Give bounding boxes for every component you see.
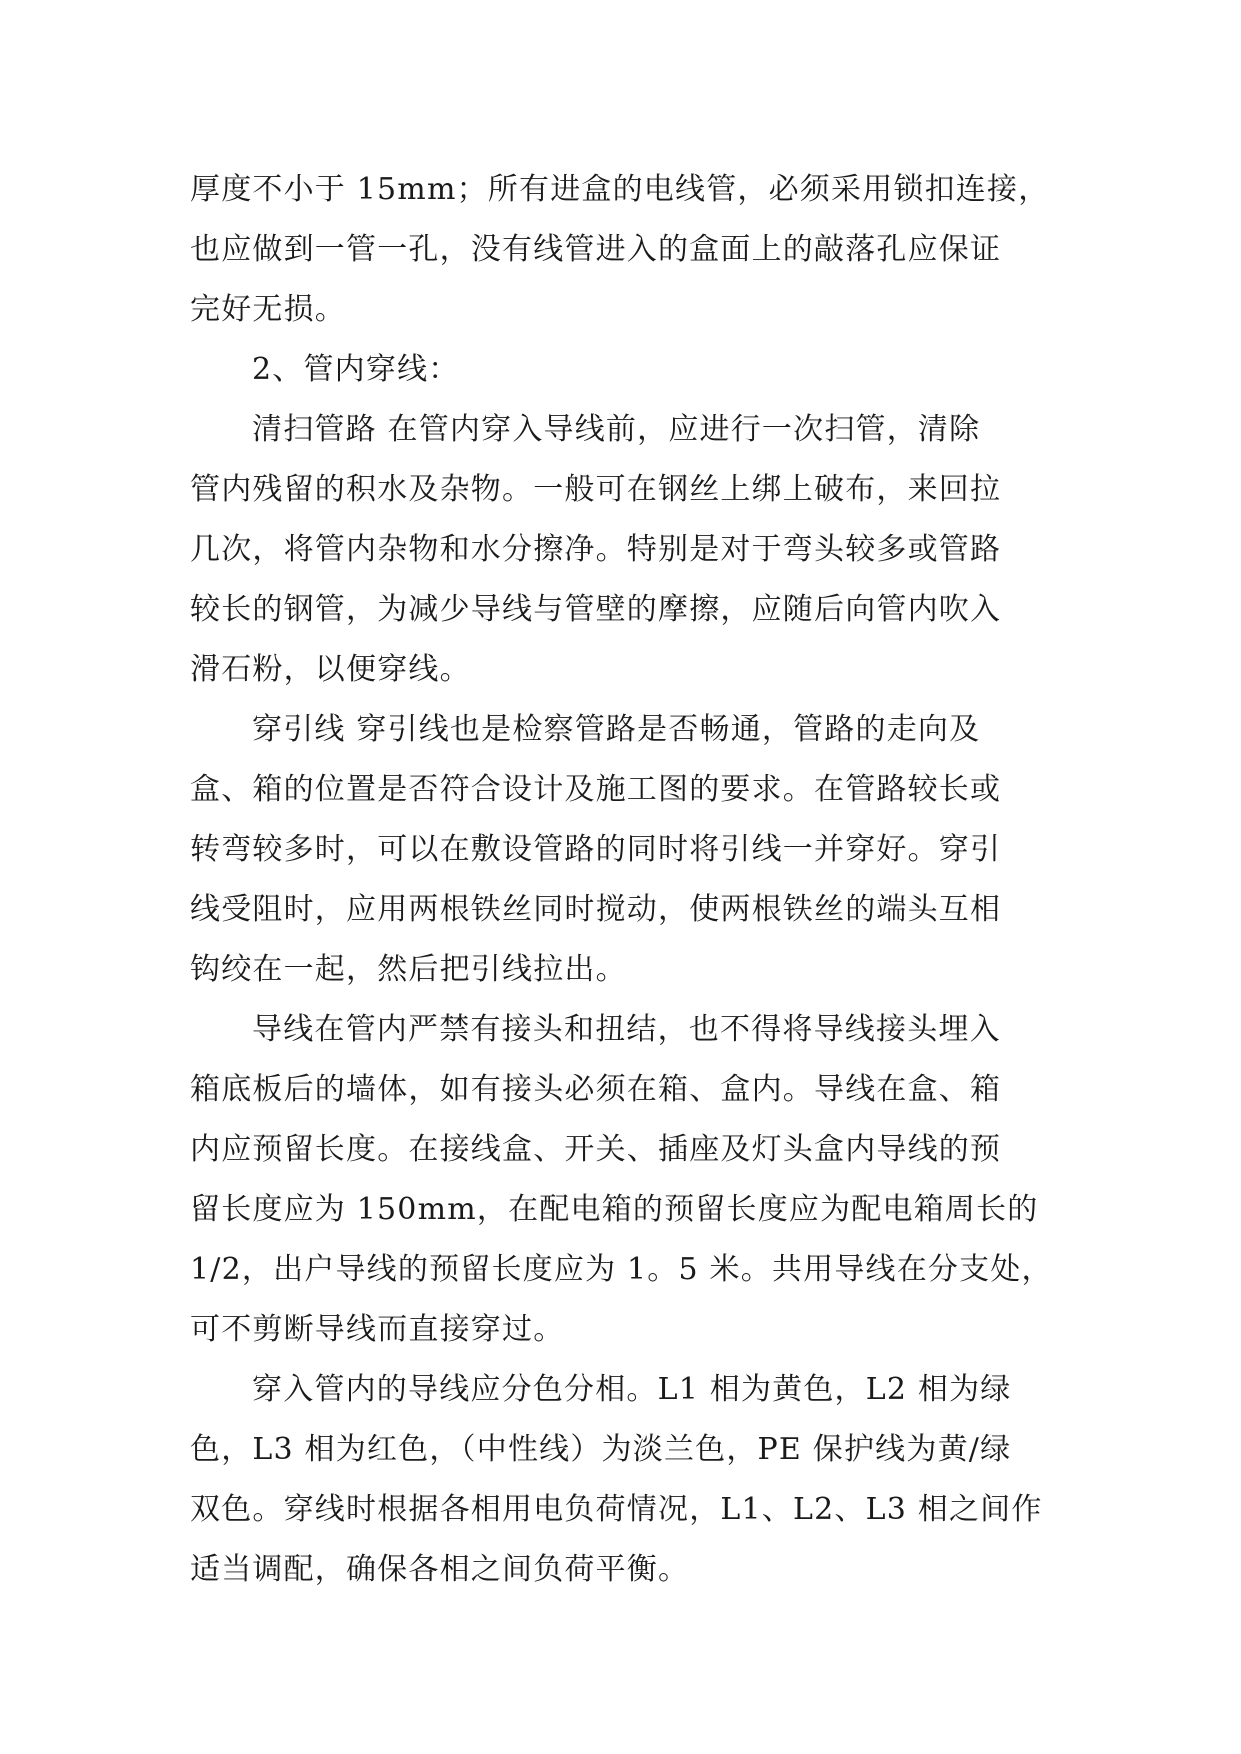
paragraph-4	[190, 700, 1061, 1000]
section-heading-text: 2、管内穿线：	[252, 352, 460, 387]
text-line: 完好无损。	[190, 292, 346, 327]
text-line: 清扫管路 在管内穿入导线前，应进行一次扫管，清除	[252, 412, 981, 447]
text-line: 较长的钢管，为减少导线与管壁的摩擦，应随后向管内吹入	[190, 592, 1002, 627]
text-line: 管内残留的积水及杂物。一般可在钢丝上绑上破布，来回拉	[190, 472, 1002, 507]
text-line: 内应预留长度。在接线盒、开关、插座及灯头盒内导线的预	[190, 1132, 1002, 1167]
text-line: 箱底板后的墙体，如有接头必须在箱、盒内。导线在盒、箱	[190, 1072, 1002, 1107]
text-line: 色，L3 相为红色，（中性线）为淡兰色，PE 保护线为黄/绿	[190, 1432, 1012, 1467]
text-line: 几次，将管内杂物和水分擦净。特别是对于弯头较多或管路	[190, 532, 1002, 567]
paragraph-5	[190, 1000, 1061, 1360]
document-body	[190, 160, 1061, 1600]
text-line: 滑石粉，以便穿线。	[190, 652, 471, 687]
paragraph-1	[190, 160, 1061, 340]
text-line: 转弯较多时，可以在敷设管路的同时将引线一并穿好。穿引	[190, 832, 1002, 867]
text-line: 导线在管内严禁有接头和扭结，也不得将导线接头埋入	[252, 1012, 1001, 1047]
text-line: 留长度应为 150mm，在配电箱的预留长度应为配电箱周长的	[190, 1192, 1039, 1227]
text-line: 钩绞在一起，然后把引线拉出。	[190, 952, 627, 987]
paragraph-3	[190, 400, 1061, 700]
text-line: 适当调配，确保各相之间负荷平衡。	[190, 1552, 690, 1587]
text-line: 厚度不小于 15mm；所有进盒的电线管，必须采用锁扣连接，	[190, 172, 1050, 207]
text-line: 可不剪断导线而直接穿过。	[190, 1312, 565, 1347]
paragraph-6	[190, 1360, 1061, 1600]
text-line: 穿引线 穿引线也是检察管路是否畅通，管路的走向及	[252, 712, 981, 747]
text-line: 盒、箱的位置是否符合设计及施工图的要求。在管路较长或	[190, 772, 1002, 807]
text-line: 线受阻时，应用两根铁丝同时搅动，使两根铁丝的端头互相	[190, 892, 1002, 927]
text-line: 也应做到一管一孔，没有线管进入的盒面上的敲落孔应保证	[190, 232, 1002, 267]
text-line: 1/2，出户导线的预留长度应为 1。5 米。共用导线在分支处，	[190, 1252, 1053, 1287]
text-line: 穿入管内的导线应分色分相。L1 相为黄色，L2 相为绿	[252, 1372, 1012, 1407]
section-heading	[190, 340, 1061, 400]
text-line: 双色。穿线时根据各相用电负荷情况，L1、L2、L3 相之间作	[190, 1492, 1043, 1527]
